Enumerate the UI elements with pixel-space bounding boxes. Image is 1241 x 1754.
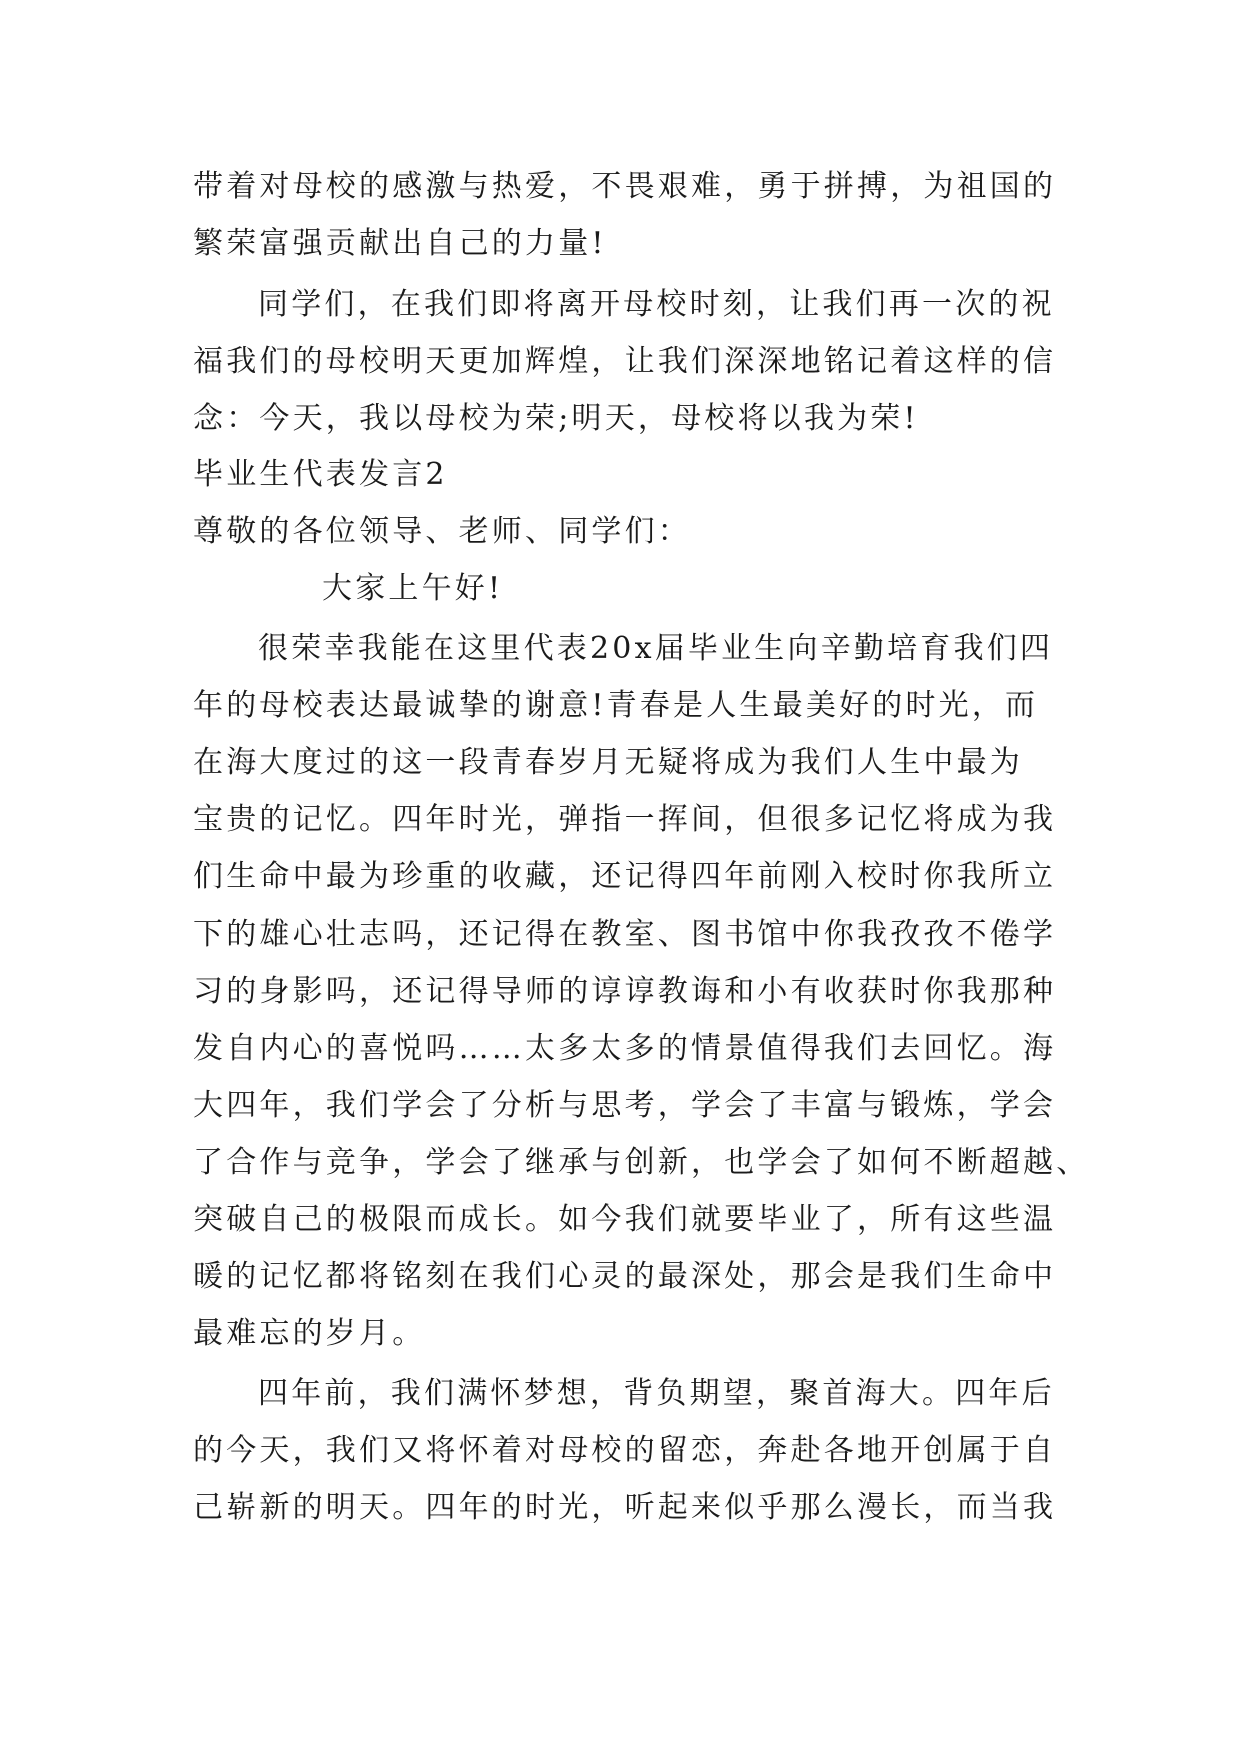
salutation: 尊敬的各位领导、老师、同学们：: [193, 514, 691, 549]
greeting: 大家上午好!: [322, 571, 504, 606]
text-line: 繁荣富强贡献出自己的力量!: [193, 226, 607, 261]
text-line: 习的身影吗，还记得导师的谆谆教诲和小有收获时你我那种: [193, 974, 1057, 1009]
text-line: 大四年，我们学会了分析与思考，学会了丰富与锻炼，学会: [193, 1088, 1057, 1123]
text-line: 暖的记忆都将铭刻在我们心灵的最深处，那会是我们生命中: [193, 1259, 1057, 1294]
text-line: 福我们的母校明天更加辉煌，让我们深深地铭记着这样的信: [193, 344, 1057, 379]
text-line: 下的雄心壮志吗，还记得在教室、图书馆中你我孜孜不倦学: [193, 917, 1057, 952]
text-line: 了合作与竞争，学会了继承与创新，也学会了如何不断超越、: [193, 1145, 1090, 1180]
text-line: 宝贵的记忆。四年时光，弹指一挥间，但很多记忆将成为我: [193, 802, 1057, 837]
text-line: 最难忘的岁月。: [193, 1316, 426, 1351]
text-line: 的今天，我们又将怀着对母校的留恋，奔赴各地开创属于自: [193, 1433, 1057, 1468]
text-line: 念：今天，我以母校为荣;明天，母校将以我为荣!: [193, 401, 919, 436]
text-line: 在海大度过的这一段青春岁月无疑将成为我们人生中最为: [193, 745, 1023, 780]
text-line: 带着对母校的感激与热爱，不畏艰难，勇于拼搏，为祖国的: [193, 169, 1057, 204]
paragraph-first-line: 同学们，在我们即将离开母校时刻，让我们再一次的祝: [258, 287, 1055, 322]
text-line: 发自内心的喜悦吗……太多太多的情景值得我们去回忆。海: [193, 1031, 1057, 1066]
text-line: 们生命中最为珍重的收藏，还记得四年前刚入校时你我所立: [193, 859, 1057, 894]
text-line: 突破自己的极限而成长。如今我们就要毕业了，所有这些温: [193, 1202, 1057, 1237]
paragraph-first-line: 四年前，我们满怀梦想，背负期望，聚首海大。四年后: [258, 1376, 1055, 1411]
section-heading: 毕业生代表发言2: [193, 457, 448, 492]
text-line: 己崭新的明天。四年的时光，听起来似乎那么漫长，而当我: [193, 1490, 1057, 1525]
paragraph-first-line: 很荣幸我能在这里代表20x届毕业生向辛勤培育我们四: [258, 631, 1054, 666]
text-line: 年的母校表达最诚挚的谢意!青春是人生最美好的时光，而: [193, 688, 1039, 723]
